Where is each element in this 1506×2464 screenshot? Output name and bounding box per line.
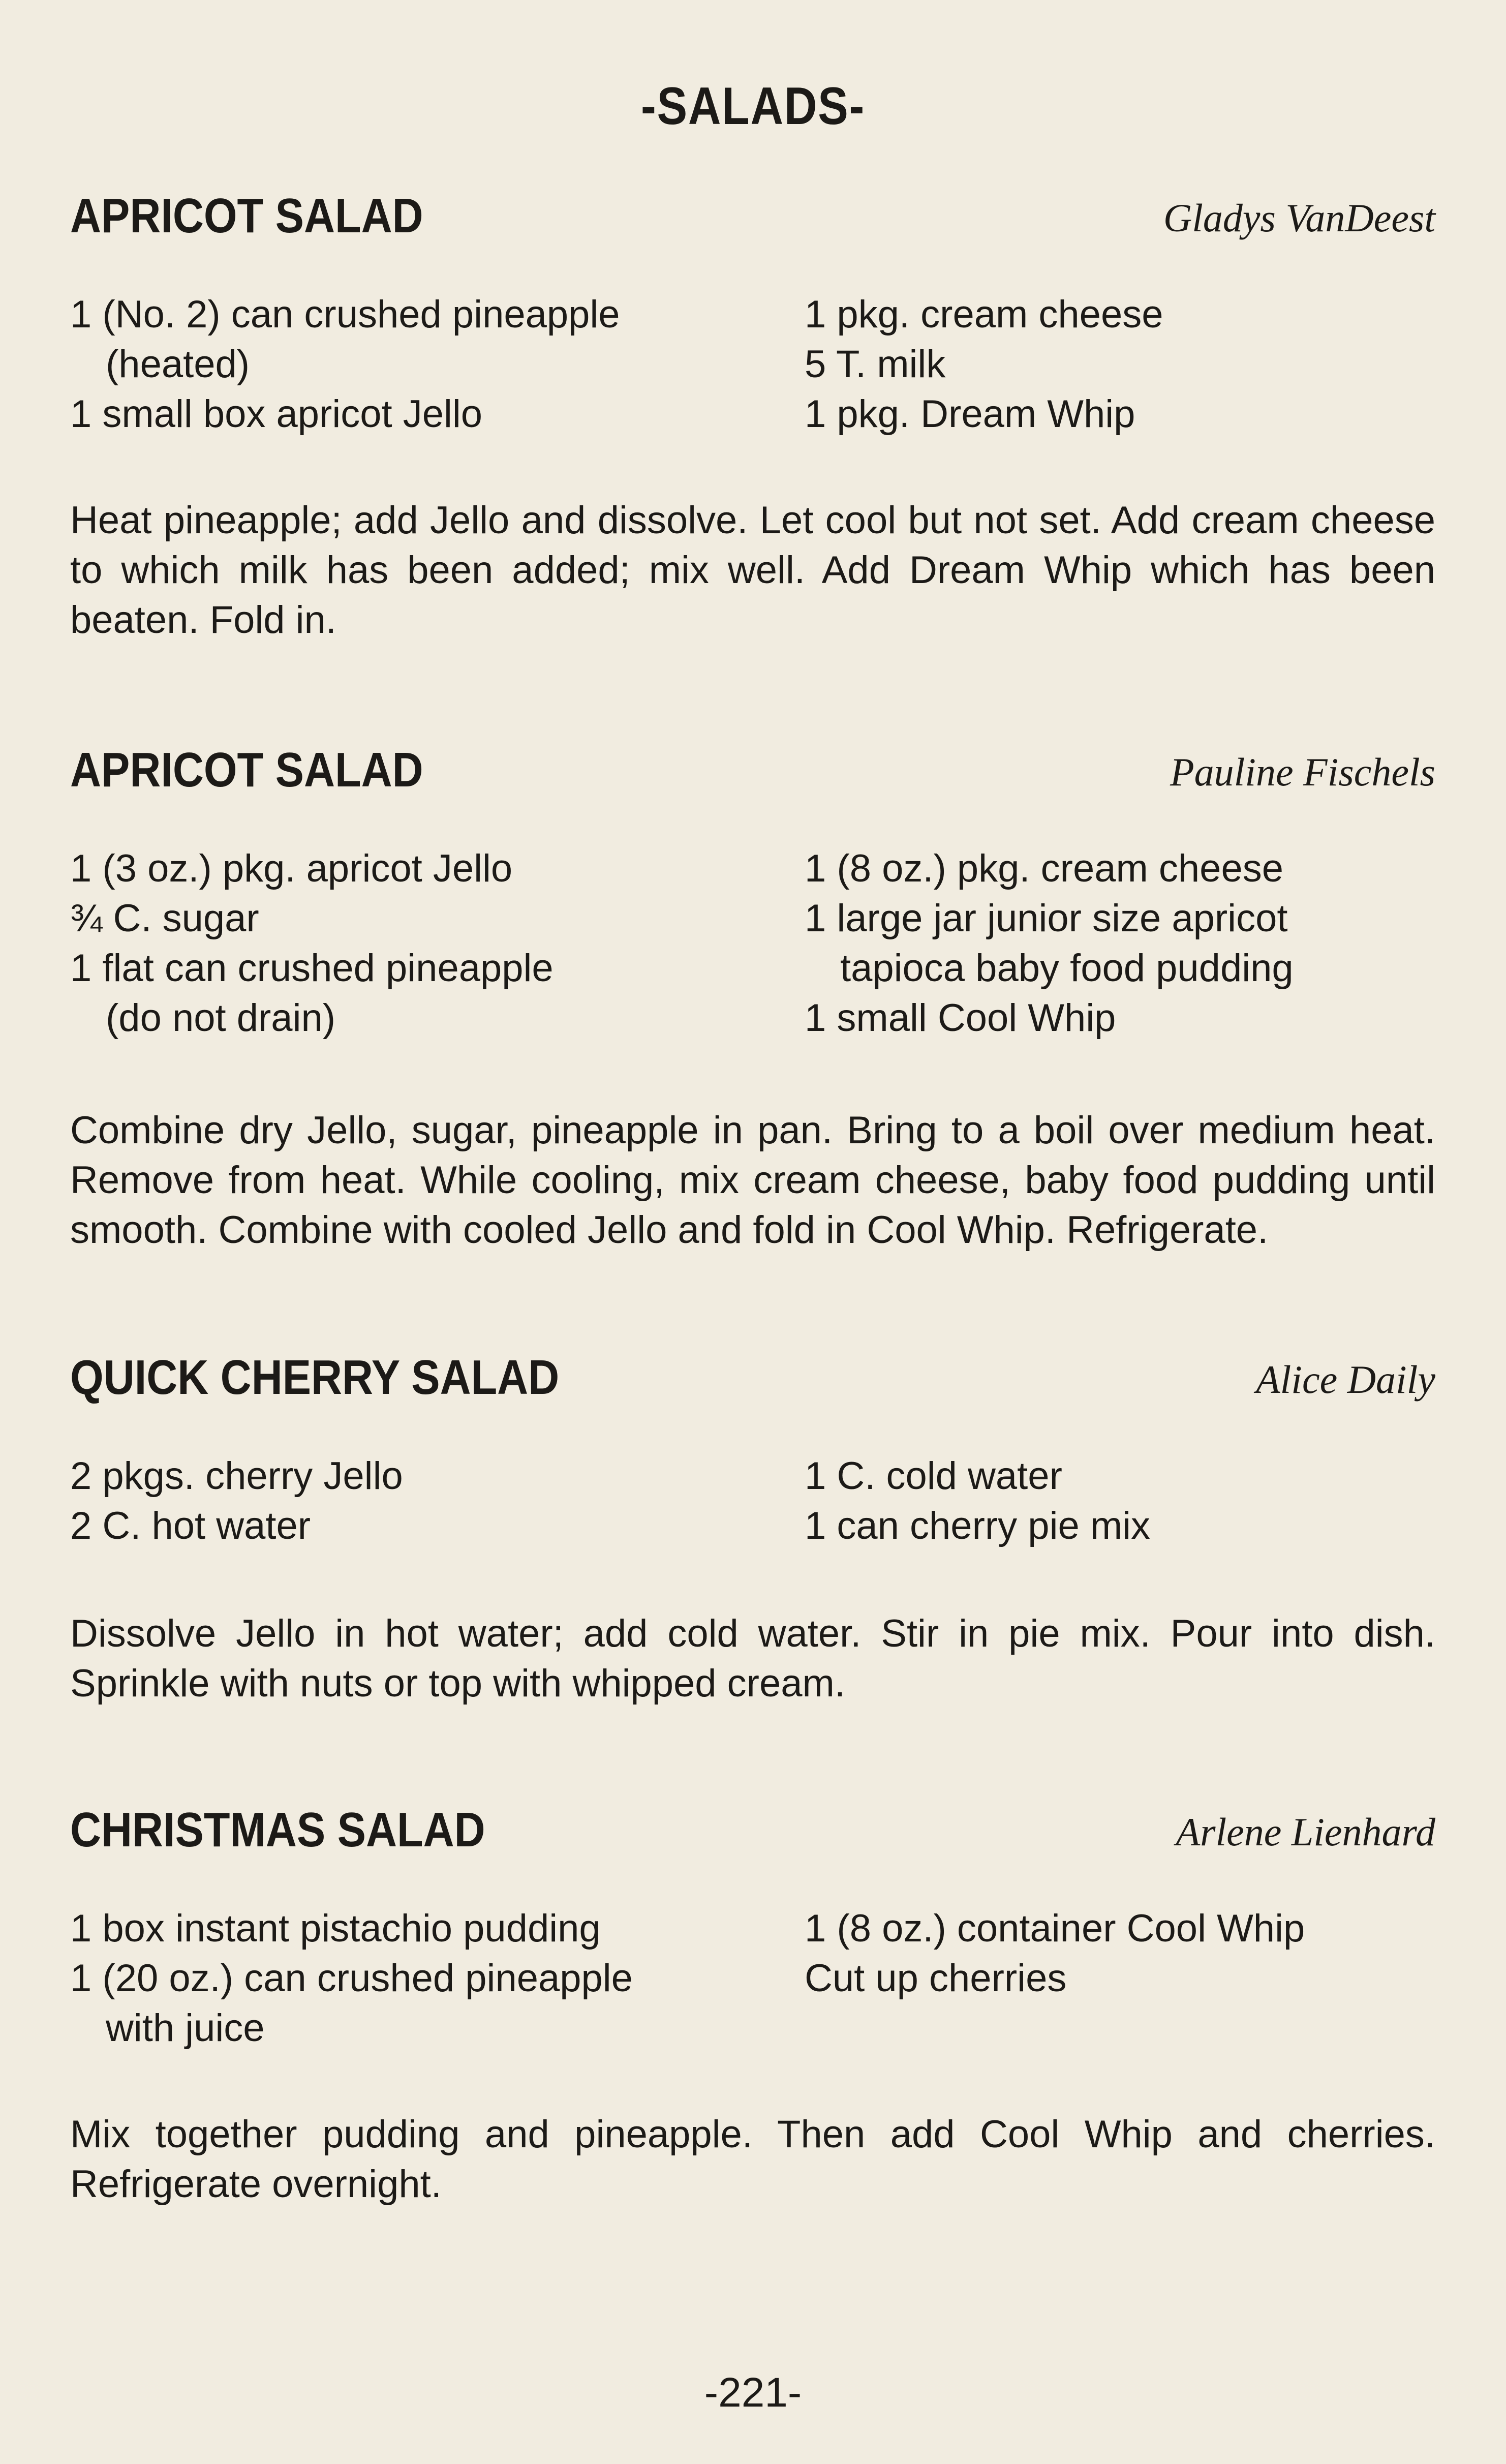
ingredient-continuation: tapioca baby food pudding (840, 947, 1294, 990)
ingredients (70, 1904, 1435, 2056)
recipe-header (70, 1350, 1435, 1416)
ingredient-item (805, 1451, 1435, 1501)
recipe-title: APRICOT SALAD (70, 189, 423, 243)
ingredient-text: 1 pkg. Dream Whip (805, 392, 1135, 436)
ingredient-item (805, 1904, 1435, 1954)
ingredient-item (805, 389, 1435, 439)
ingredient-item (805, 340, 1435, 389)
recipe-header (70, 742, 1435, 808)
recipe-author: Pauline Fischels (1170, 750, 1435, 794)
ingredient-item (70, 894, 782, 944)
recipe-instructions: Heat pineapple; add Jello and dissolve. Let cool but not set. Add cream cheese to which milk has been added; mix well. Add Dream Whip which has been beaten. Fold in. (70, 499, 1435, 642)
recipe (70, 742, 1435, 1251)
ingredients-right-column (805, 1451, 1435, 1551)
ingredient-item (805, 894, 1435, 993)
ingredient-continuation: (heated) (106, 343, 250, 386)
ingredient-item (805, 290, 1435, 340)
recipe-header (70, 1802, 1435, 1868)
recipe-author: Arlene Lienhard (1176, 1810, 1435, 1854)
ingredient-continuation: (do not drain) (106, 996, 336, 1040)
ingredient-item (70, 1904, 782, 1954)
ingredient-text: 2 pkgs. cherry Jello (70, 1454, 403, 1498)
ingredient-text: 5 T. milk (805, 343, 946, 386)
ingredient-text: 1 C. cold water (805, 1454, 1062, 1498)
ingredients (70, 1451, 1435, 1553)
recipe-instructions: Combine dry Jello, sugar, pineapple in pan. Bring to a boil over medium heat. Remove from heat. While cooling, mix cream cheese, baby food pudding until smooth. Combine with cooled Jello and fold in Cool Whip. Refrigerate. (70, 1109, 1435, 1252)
ingredient-item (70, 290, 782, 389)
ingredient-item (805, 844, 1435, 894)
recipe-title: CHRISTMAS SALAD (70, 1803, 485, 1857)
page-number: -221- (704, 2369, 802, 2416)
recipe-author: Alice Daily (1255, 1357, 1435, 1402)
ingredients (70, 290, 1435, 442)
ingredient-item (805, 993, 1435, 1043)
recipe-title: QUICK CHERRY SALAD (70, 1350, 560, 1405)
ingredients-right-column (805, 290, 1435, 439)
ingredient-text: 1 small Cool Whip (805, 996, 1116, 1040)
ingredients-left-column (70, 844, 782, 1043)
ingredient-text: 1 can cherry pie mix (805, 1504, 1151, 1547)
ingredient-item (70, 1501, 782, 1551)
ingredient-text: 1 (No. 2) can crushed pineapple (70, 293, 620, 336)
ingredients-left-column (70, 290, 782, 439)
ingredient-text: 1 (8 oz.) container Cool Whip (805, 1907, 1305, 1950)
ingredient-text: 1 pkg. cream cheese (805, 293, 1163, 336)
ingredient-text: 1 flat can crushed pineapple (70, 947, 554, 990)
ingredient-item (70, 389, 782, 439)
recipe (70, 188, 1435, 646)
ingredient-item (70, 944, 782, 1043)
ingredient-continuation: with juice (106, 2006, 265, 2050)
ingredient-text: 2 C. hot water (70, 1504, 311, 1547)
section-title: -SALADS- (640, 77, 866, 136)
ingredient-text: 1 (3 oz.) pkg. apricot Jello (70, 847, 513, 890)
ingredient-text: 1 (20 oz.) can crushed pineapple (70, 1957, 633, 2000)
recipe-title: APRICOT SALAD (70, 743, 423, 797)
ingredient-item (805, 1501, 1435, 1551)
ingredient-text: 1 large jar junior size apricot (805, 897, 1288, 940)
ingredients (70, 844, 1435, 1047)
ingredients-right-column (805, 1904, 1435, 2003)
ingredient-item (70, 1451, 782, 1501)
ingredient-text: ¾ C. sugar (70, 897, 259, 940)
ingredients-right-column (805, 844, 1435, 1043)
ingredient-item (70, 844, 782, 894)
ingredients-left-column (70, 1904, 782, 2053)
recipe (70, 1802, 1435, 2209)
ingredient-text: Cut up cherries (805, 1957, 1067, 2000)
recipe-author: Gladys VanDeest (1163, 196, 1435, 240)
recipe-header (70, 188, 1435, 254)
recipe-instructions: Mix together pudding and pineapple. Then add Cool Whip and cherries. Refrigerate overnight. (70, 2113, 1435, 2206)
recipe (70, 1350, 1435, 1706)
ingredient-text: 1 box instant pistachio pudding (70, 1907, 601, 1950)
ingredient-item (70, 1954, 782, 2053)
ingredient-text: 1 (8 oz.) pkg. cream cheese (805, 847, 1283, 890)
ingredients-left-column (70, 1451, 782, 1551)
ingredient-text: 1 small box apricot Jello (70, 392, 483, 436)
ingredient-item (805, 1954, 1435, 2003)
recipe-instructions: Dissolve Jello in hot water; add cold water. Stir in pie mix. Pour into dish. Sprinkle with nuts or top with whipped cream. (70, 1612, 1435, 1705)
